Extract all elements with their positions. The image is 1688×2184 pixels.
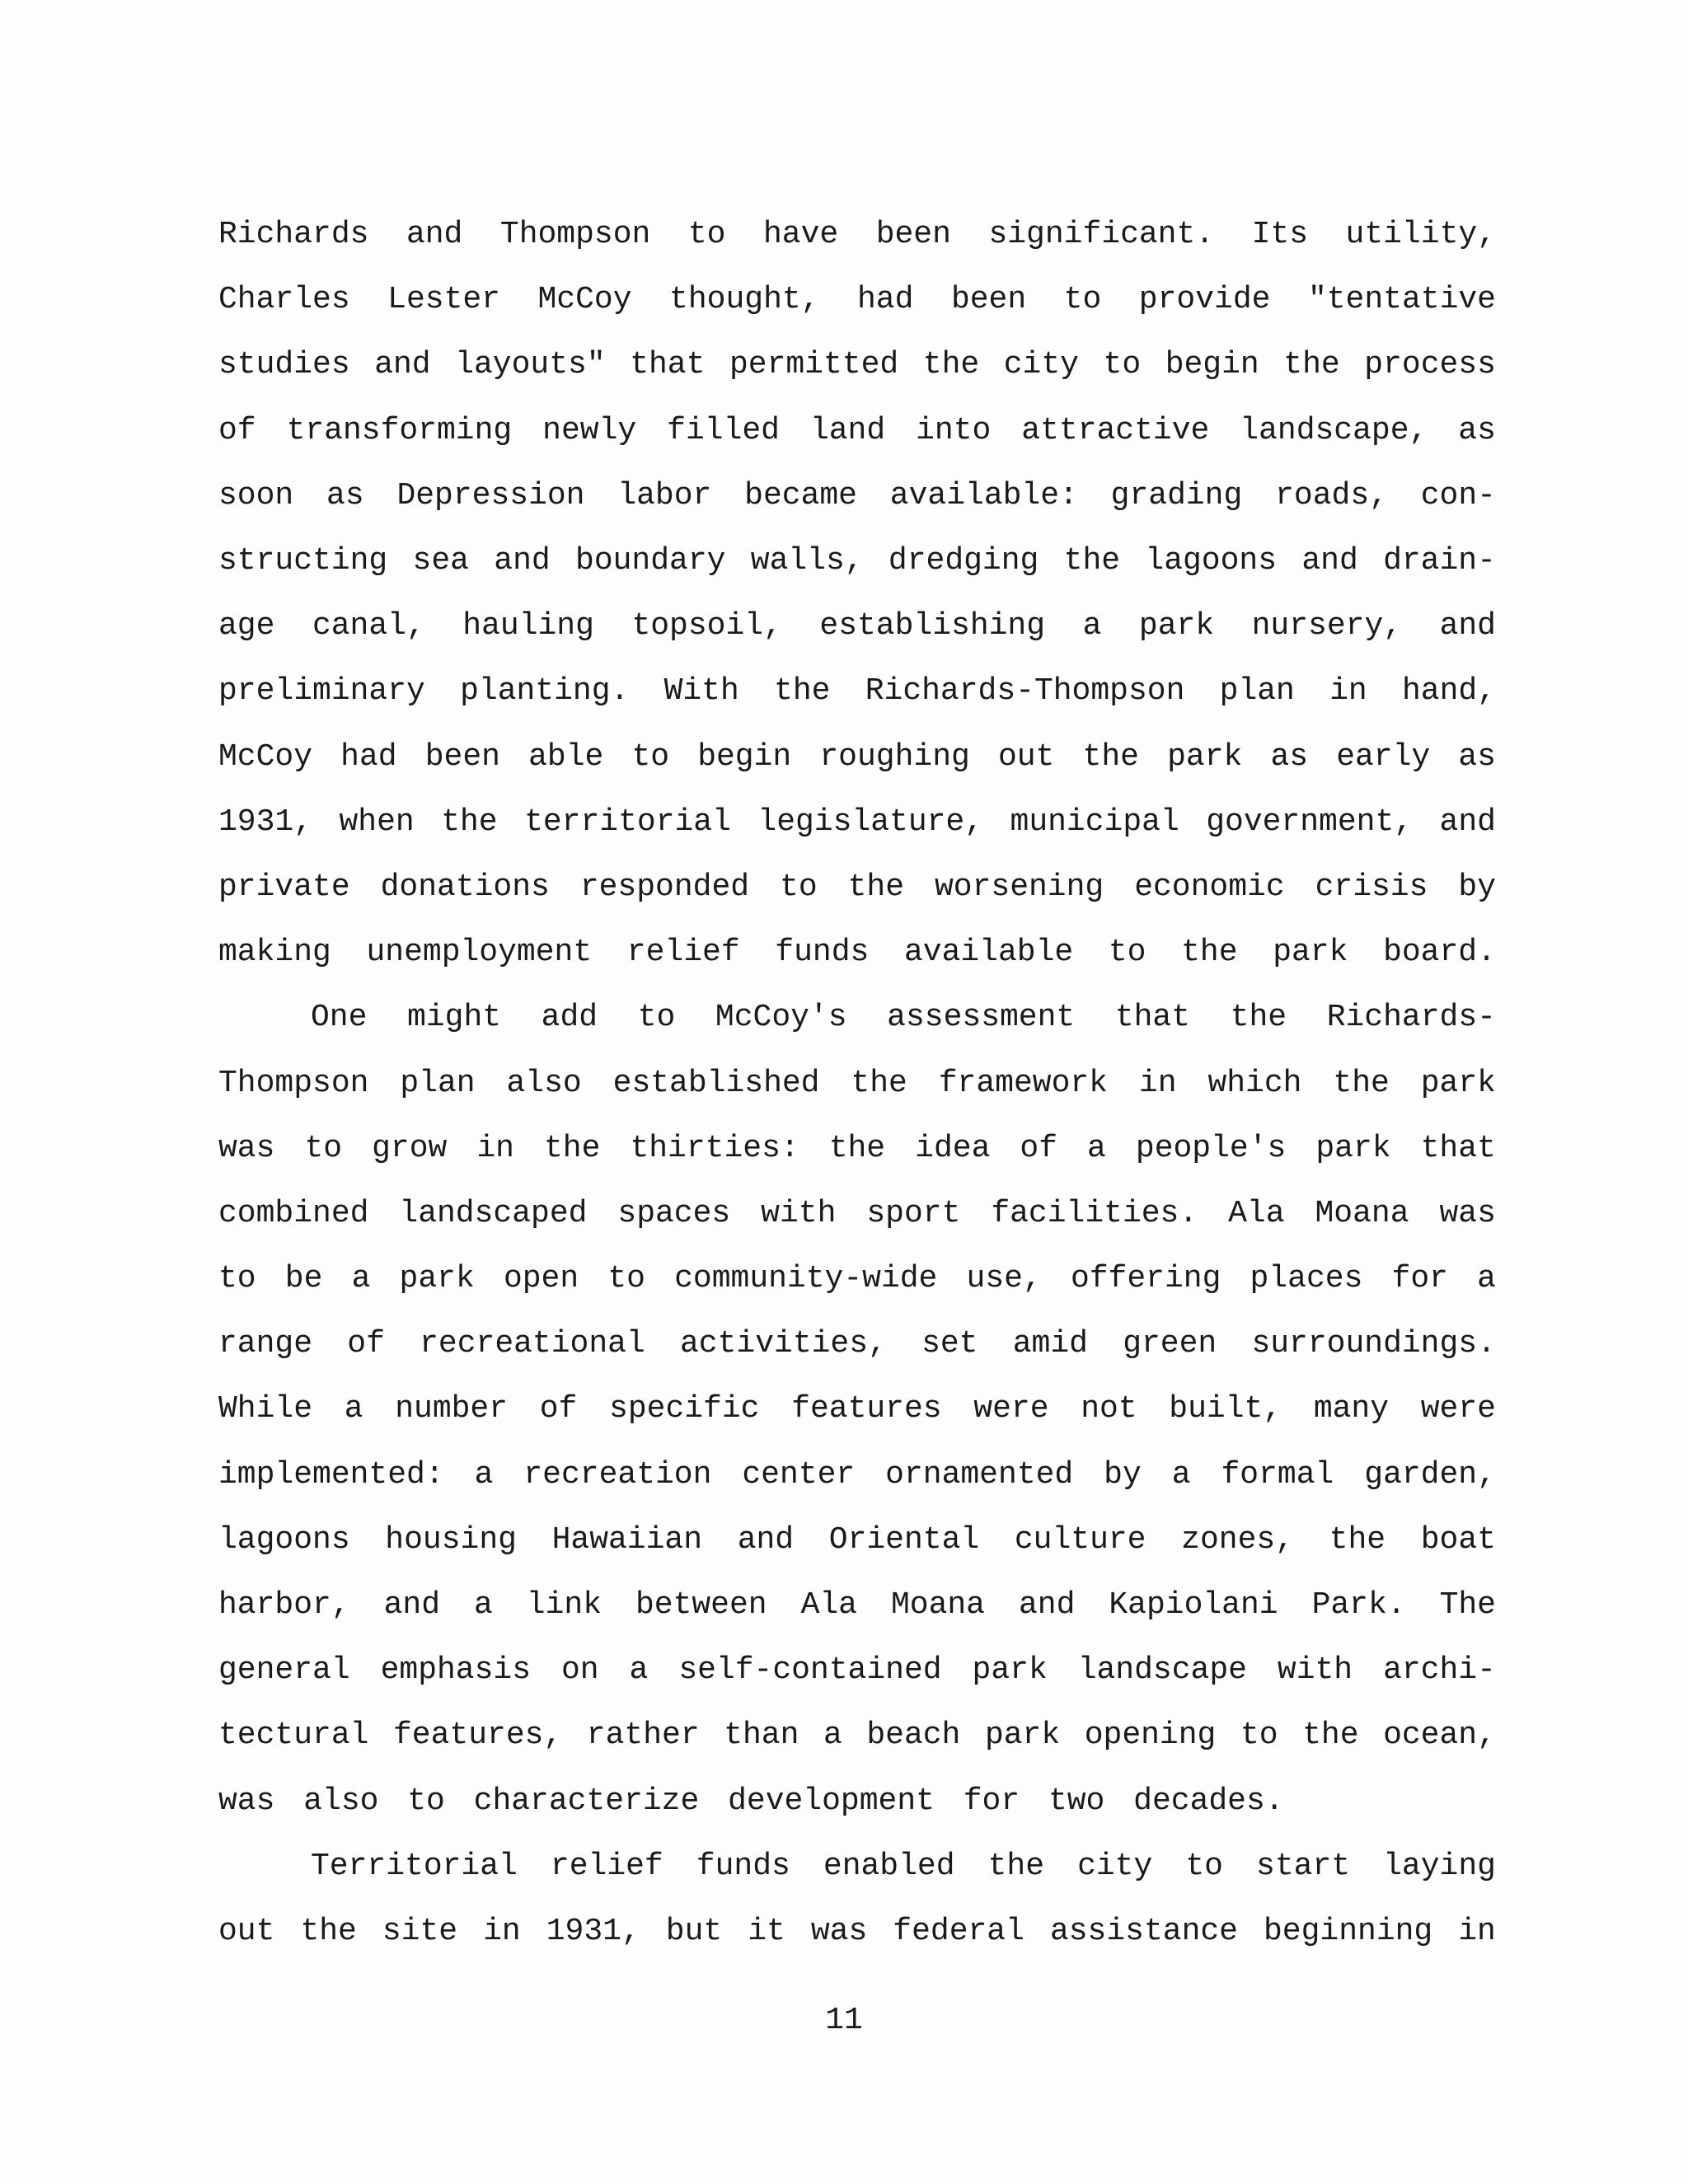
word: to — [1240, 1718, 1278, 1754]
word: a — [1477, 1261, 1496, 1297]
word: were — [1420, 1391, 1496, 1427]
word: crisis — [1315, 869, 1428, 905]
word: been — [424, 738, 500, 775]
text-line — [218, 1899, 1496, 1964]
word: newly — [542, 412, 637, 448]
word: but — [665, 1913, 723, 1949]
text-line — [218, 1050, 1496, 1115]
word: self-contained — [678, 1652, 942, 1689]
word: Lester — [387, 282, 500, 318]
text-line — [218, 398, 1496, 463]
word: it — [748, 1913, 785, 1949]
text-line — [218, 855, 1496, 920]
word: worsening — [934, 869, 1104, 905]
word: framework — [938, 1065, 1108, 1101]
word: Oriental — [828, 1521, 980, 1558]
word: of — [1020, 1130, 1058, 1166]
word: permitted — [729, 347, 899, 383]
text-line — [218, 202, 1496, 267]
word: also — [506, 1065, 582, 1101]
word: were — [973, 1391, 1049, 1427]
word: many — [1313, 1391, 1390, 1427]
word: municipal — [1010, 804, 1179, 840]
word: of — [218, 412, 256, 448]
word: unemployment — [366, 935, 593, 971]
word: Richards — [218, 217, 369, 253]
text-line — [218, 1834, 1496, 1899]
word: beach — [866, 1718, 961, 1754]
word: Its — [1251, 217, 1309, 253]
word: process — [1364, 347, 1496, 383]
text-line — [218, 463, 1496, 528]
word: combined — [218, 1195, 369, 1231]
word: harbor, — [218, 1587, 350, 1624]
word: a — [823, 1718, 842, 1754]
word: built, — [1169, 1391, 1282, 1427]
word: in — [483, 1913, 521, 1949]
text-line: was also to characterize development for two decades. — [218, 1783, 1284, 1819]
word: landscape, — [1240, 412, 1428, 448]
word: the — [847, 869, 905, 905]
word: canal, — [312, 608, 425, 644]
word: responded — [579, 869, 750, 905]
word: and — [1439, 804, 1496, 840]
word: begin — [697, 738, 792, 775]
word: formal — [1221, 1456, 1334, 1493]
word: the — [1283, 347, 1340, 383]
word: and — [1301, 543, 1358, 579]
word: transforming — [286, 412, 513, 448]
word: beginning — [1264, 1913, 1433, 1949]
word: green — [1123, 1326, 1217, 1362]
word: tectural — [218, 1718, 369, 1754]
word: and — [1439, 608, 1496, 644]
word: Kapiolani — [1109, 1587, 1278, 1624]
word: plan — [400, 1065, 476, 1101]
word: link — [526, 1587, 602, 1624]
word: have — [762, 217, 839, 253]
word: for — [1391, 1261, 1448, 1297]
word: in — [1138, 1065, 1177, 1101]
word: the — [300, 1913, 357, 1949]
word: park — [972, 1652, 1048, 1689]
text-line — [218, 1181, 1496, 1246]
word: add — [541, 1000, 598, 1036]
word: to — [1063, 282, 1102, 318]
word: city — [1077, 1848, 1153, 1884]
word: Territorial — [311, 1848, 518, 1884]
word: the — [828, 1130, 886, 1166]
word: might — [407, 1000, 502, 1036]
word: to — [687, 217, 726, 253]
word: One — [311, 1000, 368, 1036]
word: to — [631, 738, 670, 775]
word: thirties: — [630, 1130, 799, 1166]
text-line — [218, 593, 1496, 658]
word: available — [903, 935, 1074, 971]
word: that — [1114, 1000, 1191, 1036]
word: park — [1138, 608, 1215, 644]
word: 1931, — [546, 1913, 640, 1949]
word: recreational — [420, 1326, 645, 1362]
word: and — [737, 1521, 795, 1558]
word: been — [875, 217, 951, 253]
word: hauling — [462, 608, 594, 644]
word: number — [395, 1391, 509, 1427]
word: government, — [1206, 804, 1414, 840]
word: land — [809, 412, 886, 448]
word: was — [1439, 1195, 1496, 1231]
word: to — [607, 1261, 645, 1297]
word: attractive — [1021, 412, 1210, 448]
word: housing — [385, 1521, 517, 1558]
word: grow — [372, 1130, 448, 1166]
word: private — [218, 869, 350, 905]
text-line — [218, 528, 1496, 593]
word: features, — [393, 1718, 563, 1754]
word: funds — [775, 935, 870, 971]
word: to — [637, 1000, 676, 1036]
word: places — [1250, 1261, 1363, 1297]
word: between — [635, 1587, 767, 1624]
word: filled — [667, 412, 780, 448]
word: use, — [966, 1261, 1042, 1297]
word: spaces — [617, 1195, 731, 1231]
word: to — [1103, 347, 1142, 383]
word: the — [1302, 1718, 1359, 1754]
word: Hawaiian — [551, 1521, 703, 1558]
word: ocean, — [1383, 1718, 1496, 1754]
word: archi- — [1383, 1652, 1496, 1689]
word: and — [374, 347, 431, 383]
word: utility, — [1345, 217, 1496, 253]
word: than — [724, 1718, 799, 1754]
text-line — [218, 920, 1496, 985]
word: ornamented — [885, 1456, 1074, 1493]
word: in — [476, 1130, 514, 1166]
word: The — [1439, 1587, 1496, 1624]
word: a — [629, 1652, 649, 1689]
text-line — [218, 1311, 1496, 1376]
text-line — [218, 1246, 1496, 1311]
word: Charles — [218, 282, 350, 318]
word: zones, — [1181, 1521, 1294, 1558]
word: that — [1420, 1130, 1496, 1166]
word: begin — [1165, 347, 1259, 383]
word: and — [494, 543, 551, 579]
text-line — [218, 790, 1496, 855]
word: a — [351, 1261, 371, 1297]
text-line — [218, 1703, 1496, 1768]
word: Moana — [890, 1587, 985, 1624]
word: implemented: — [218, 1456, 444, 1493]
word: federal — [893, 1913, 1025, 1949]
word: With — [663, 673, 739, 710]
word: laying — [1383, 1848, 1496, 1884]
word: the — [774, 673, 831, 710]
word: the — [1082, 738, 1139, 775]
word: by — [1458, 869, 1496, 905]
word: which — [1207, 1065, 1302, 1101]
text-line — [218, 1376, 1496, 1441]
word: on — [560, 1652, 599, 1689]
word: culture — [1014, 1521, 1146, 1558]
word: territorial — [524, 804, 731, 840]
word: the — [987, 1848, 1045, 1884]
word: McCoy — [537, 282, 632, 318]
word: McCoy — [218, 738, 313, 775]
word: people's — [1135, 1130, 1287, 1166]
word: Depression — [396, 477, 585, 513]
word: assessment — [887, 1000, 1076, 1036]
word: became — [744, 477, 857, 513]
word: opening — [1084, 1718, 1217, 1754]
word: a — [474, 1587, 493, 1624]
word: city — [1003, 347, 1079, 383]
word: by — [1104, 1456, 1142, 1493]
word: amid — [1012, 1326, 1088, 1362]
text-line — [218, 267, 1496, 332]
word: the — [441, 804, 498, 840]
word: relief — [550, 1848, 663, 1884]
word: able — [528, 738, 604, 775]
word: layouts" — [455, 347, 606, 383]
word: boat — [1420, 1521, 1496, 1558]
word: features — [791, 1391, 942, 1427]
word: thought, — [669, 282, 820, 318]
word: been — [950, 282, 1027, 318]
word: the — [851, 1065, 907, 1101]
word: hand, — [1401, 673, 1496, 710]
word: facilities. — [991, 1195, 1198, 1231]
word: when — [339, 804, 415, 840]
word: specific — [609, 1391, 760, 1427]
word: out — [997, 738, 1055, 775]
page-number: 11 — [825, 2003, 863, 2038]
word: funds — [696, 1848, 790, 1884]
word: surroundings. — [1251, 1326, 1496, 1362]
word: relief — [626, 935, 740, 971]
word: Moana — [1315, 1195, 1409, 1231]
word: and — [383, 1587, 441, 1624]
word: making — [218, 935, 331, 971]
word: activities, — [680, 1326, 887, 1362]
word: to — [1108, 935, 1146, 971]
word: park — [1420, 1065, 1496, 1101]
word: dredging — [888, 543, 1039, 579]
word: the — [543, 1130, 601, 1166]
word: the — [1333, 1065, 1390, 1101]
word: park — [1315, 1130, 1391, 1166]
word: a — [1082, 608, 1102, 644]
word: sea — [412, 543, 469, 579]
word: significant. — [988, 217, 1215, 253]
text-line — [218, 985, 1496, 1050]
word: idea — [915, 1130, 991, 1166]
word: lagoons — [218, 1521, 350, 1558]
word: Richards-Thompson — [865, 673, 1185, 710]
word: donations — [380, 869, 550, 905]
word: park — [984, 1718, 1061, 1754]
word: a — [474, 1456, 494, 1493]
word: drain- — [1383, 543, 1496, 579]
word: open — [503, 1261, 579, 1297]
word: out — [218, 1913, 275, 1949]
word: park — [399, 1261, 475, 1297]
word: as — [1270, 738, 1309, 775]
word: and — [406, 217, 463, 253]
word: rather — [586, 1718, 700, 1754]
word: provide — [1138, 282, 1271, 318]
word: established — [612, 1065, 820, 1101]
word: labor — [617, 477, 712, 513]
word: not — [1081, 1391, 1137, 1427]
word: was — [810, 1913, 868, 1949]
word: roughing — [819, 738, 970, 775]
word: preliminary — [218, 673, 425, 710]
text-line — [218, 332, 1496, 397]
text-line — [218, 724, 1496, 790]
word: board. — [1383, 935, 1496, 971]
word: While — [218, 1391, 313, 1427]
word: age — [218, 608, 275, 644]
word: to — [218, 1261, 256, 1297]
word: grading — [1110, 477, 1243, 513]
word: start — [1256, 1848, 1351, 1884]
word: into — [916, 412, 992, 448]
word: with — [761, 1195, 837, 1231]
text-line — [218, 1572, 1496, 1638]
word: garden, — [1364, 1456, 1496, 1493]
text-line — [218, 658, 1496, 724]
word: establishing — [819, 608, 1046, 644]
word: studies — [218, 347, 350, 383]
word: landscaped — [399, 1195, 588, 1231]
word: Ala — [1228, 1195, 1285, 1231]
word: sport — [866, 1195, 961, 1231]
word: nursery, — [1251, 608, 1403, 644]
body-text — [218, 202, 1496, 1964]
word: that — [630, 347, 706, 383]
word: a — [344, 1391, 363, 1427]
word: soon — [218, 477, 294, 513]
text-line — [218, 1638, 1496, 1703]
word: landscape — [1077, 1652, 1247, 1689]
word: had — [857, 282, 914, 318]
word: center — [742, 1456, 856, 1493]
word: Richards- — [1326, 1000, 1496, 1036]
word: to — [780, 869, 818, 905]
word: offering — [1070, 1261, 1221, 1297]
word: site — [382, 1913, 458, 1949]
word: to — [304, 1130, 343, 1166]
word: to — [1185, 1848, 1223, 1884]
word: of — [347, 1326, 385, 1362]
word: the — [1329, 1521, 1386, 1558]
word: McCoy's — [715, 1000, 847, 1036]
word: Thompson — [218, 1065, 369, 1101]
word: "tentative — [1307, 282, 1496, 318]
word: be — [284, 1261, 323, 1297]
word: as — [1458, 738, 1496, 775]
word: planting. — [460, 673, 630, 710]
word: park — [1167, 738, 1243, 775]
word: the — [1063, 543, 1121, 579]
word: the — [922, 347, 980, 383]
word: legislature, — [757, 804, 984, 840]
word: the — [1181, 935, 1238, 971]
word: general — [218, 1652, 350, 1689]
word: the — [1230, 1000, 1287, 1036]
word: set — [921, 1326, 978, 1362]
word: and — [1018, 1587, 1076, 1624]
word: walls, — [750, 543, 864, 579]
word: as — [326, 477, 364, 513]
word: roads, — [1275, 477, 1388, 513]
word: park — [1273, 935, 1348, 971]
text-line — [218, 1116, 1496, 1181]
text-line — [218, 1507, 1496, 1572]
word: a — [1087, 1130, 1106, 1166]
word: economic — [1134, 869, 1285, 905]
word: recreation — [523, 1456, 712, 1493]
word: as — [1458, 412, 1496, 448]
word: with — [1277, 1652, 1353, 1689]
word: range — [218, 1326, 313, 1362]
word: assistance — [1049, 1913, 1238, 1949]
word: plan — [1219, 673, 1295, 710]
word: available: — [889, 477, 1078, 513]
text-line — [218, 1442, 1496, 1507]
word: community-wide — [674, 1261, 938, 1297]
word: lagoons — [1145, 543, 1278, 579]
word: in — [1458, 1913, 1496, 1949]
word: boundary — [575, 543, 726, 579]
word: 1931, — [218, 804, 313, 840]
word: emphasis — [380, 1652, 532, 1689]
word: of — [539, 1391, 578, 1427]
word: topsoil, — [631, 608, 782, 644]
word: Ala — [800, 1587, 857, 1624]
word: a — [1171, 1456, 1191, 1493]
word: Thompson — [499, 217, 651, 253]
word: con- — [1420, 477, 1496, 513]
word: had — [340, 738, 397, 775]
word: structing — [218, 543, 388, 579]
word: enabled — [823, 1848, 955, 1884]
word: early — [1336, 738, 1431, 775]
word: Park. — [1311, 1587, 1406, 1624]
word: was — [218, 1130, 275, 1166]
word: in — [1329, 673, 1367, 710]
